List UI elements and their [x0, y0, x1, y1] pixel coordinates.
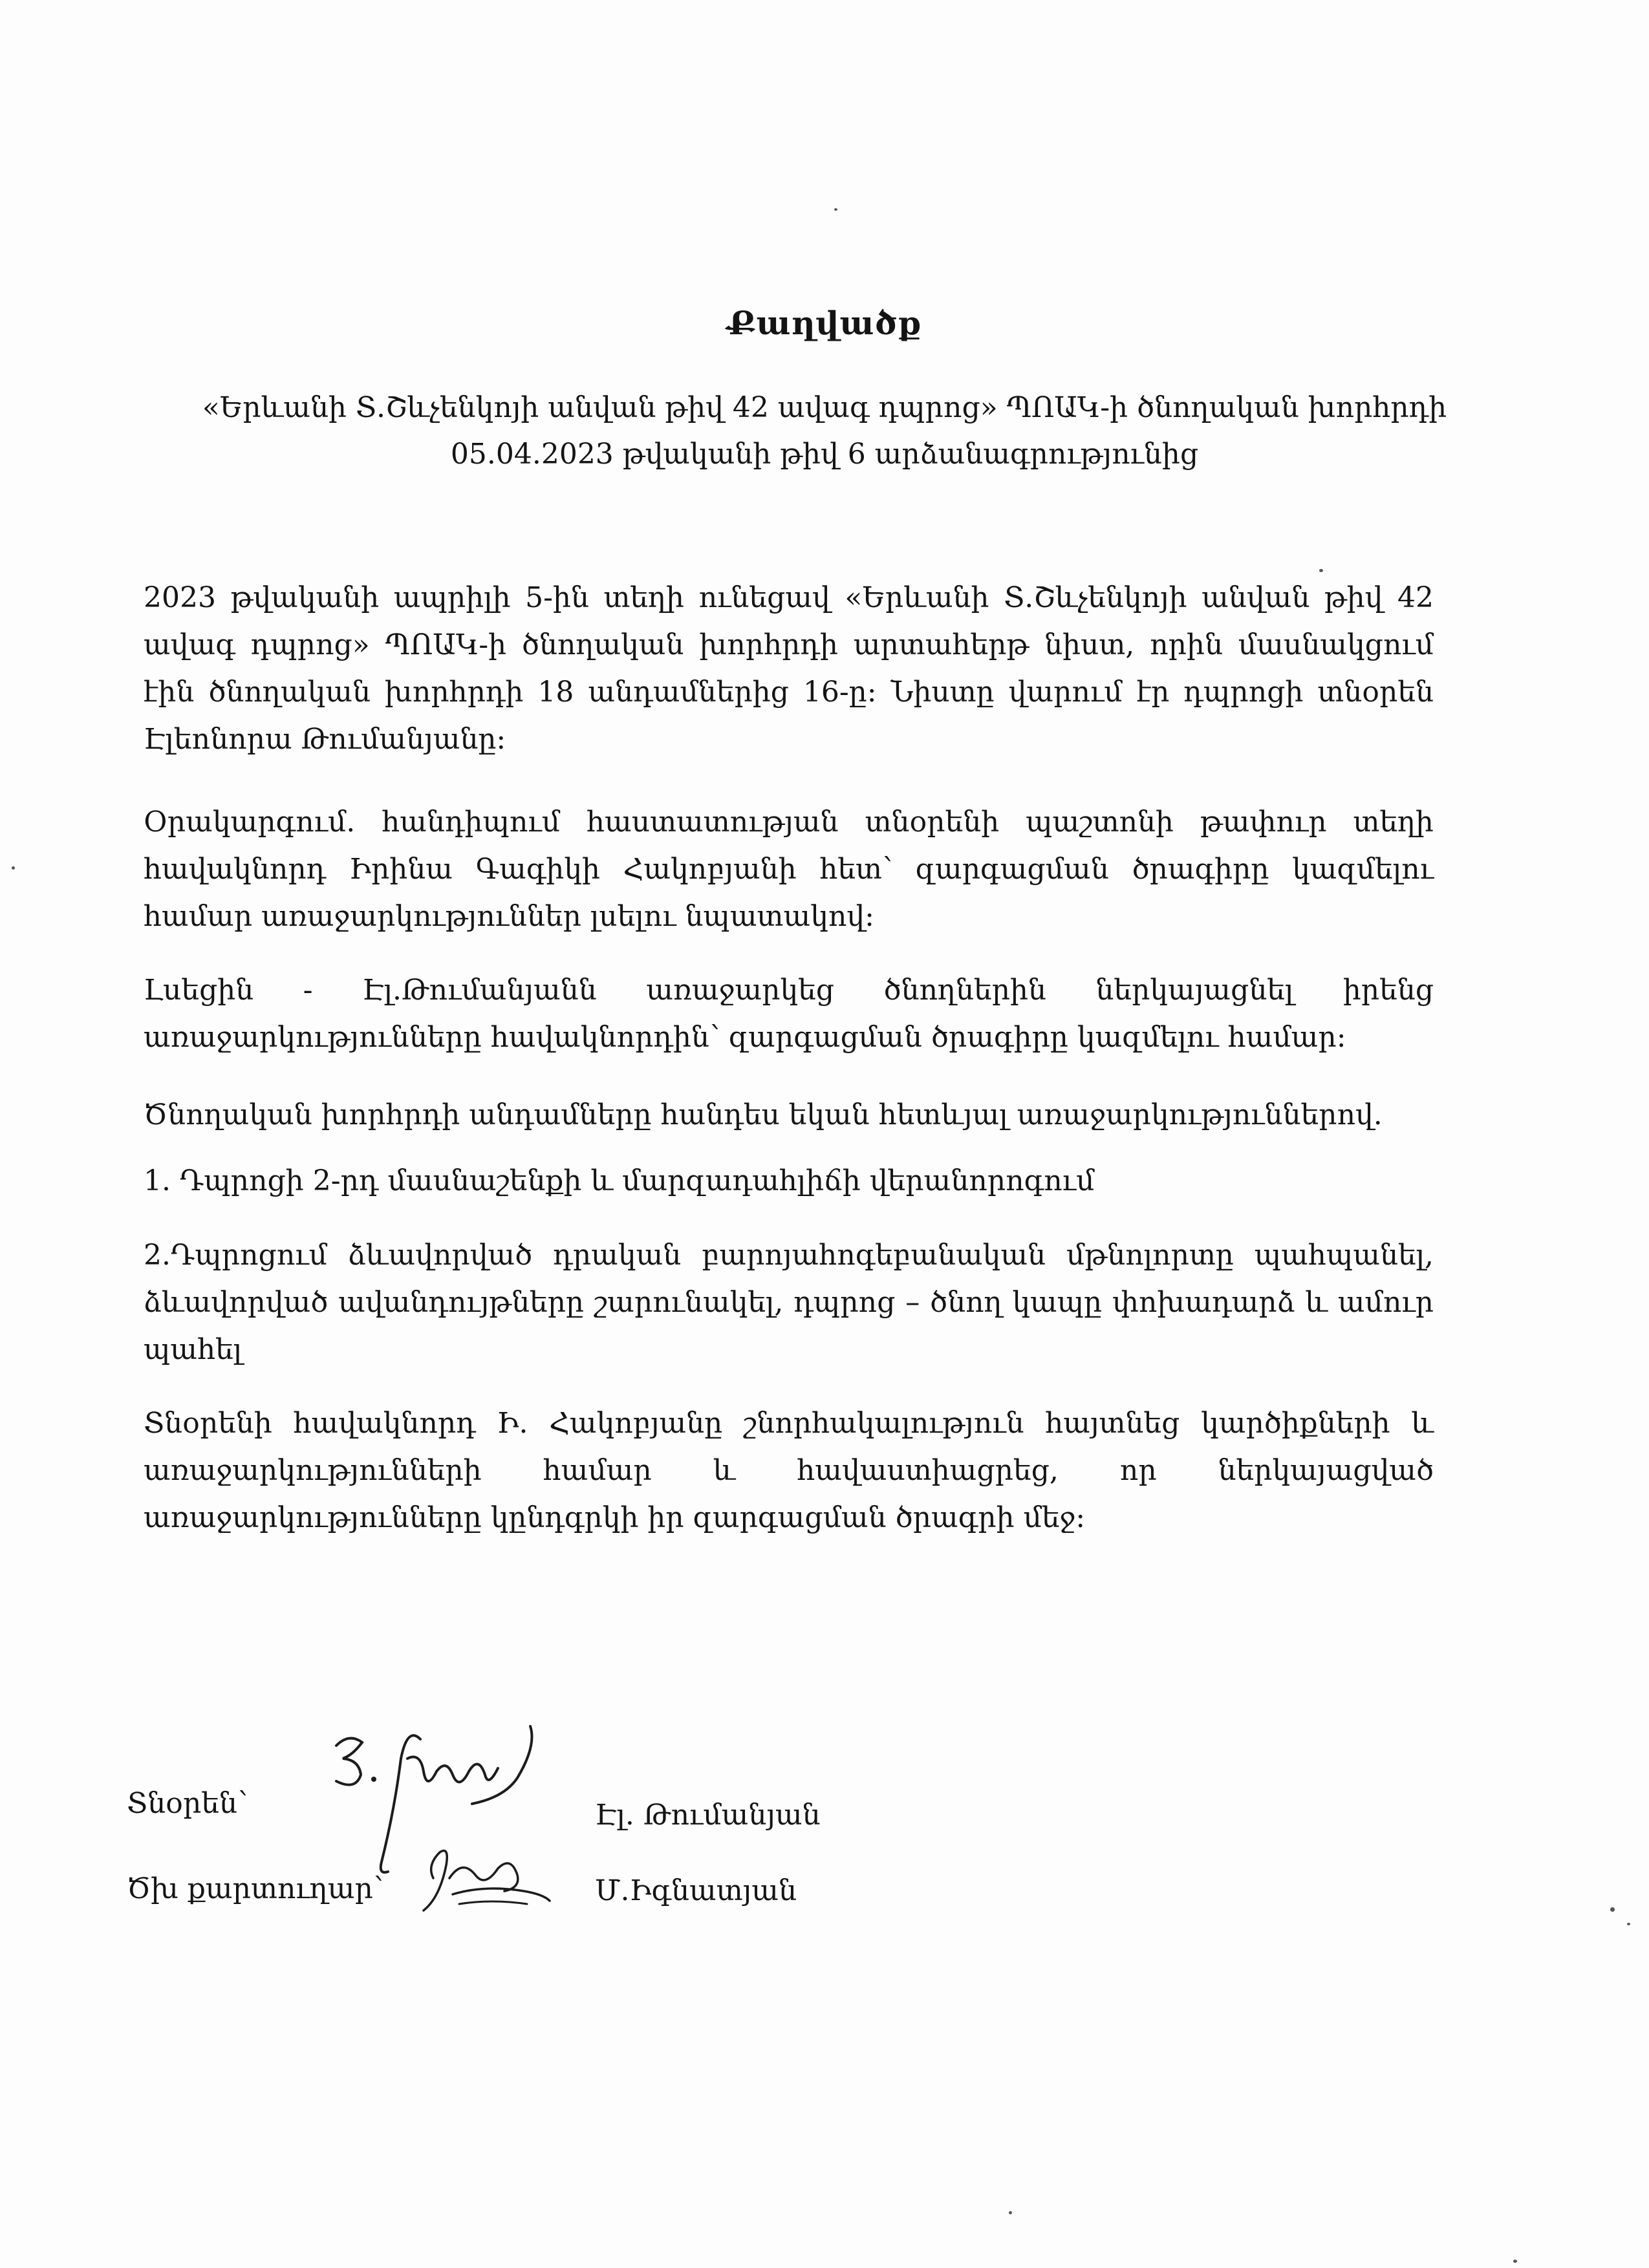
scan-speck	[1627, 1923, 1630, 1925]
scan-speck	[1610, 1907, 1615, 1912]
document-subtitle-line-2: 05.04.2023 թվականի թիվ 6 արձանագրությունից	[450, 438, 1199, 471]
scan-speck	[1319, 569, 1323, 572]
paragraph-candidate-response: Տնօրենի հավակնորդ Ի. Հակոբյանը շնորհակալություն հայտնեց կարծիքների և առաջարկությունների համար և հավաստիացրեց, որ ներկայացված առաջարկությունները կընդգրկի իր զարգացման ծրագրի մեջ:	[144, 1407, 1434, 1534]
secretary-label: Ծխ քարտուղար՝	[127, 1872, 383, 1905]
paragraph-members-proposals: Ծնողական խորհրդի անդամները հանդես եկան հետևյալ առաջարկություններով.	[144, 1098, 1383, 1131]
document-title: Քաղվածք	[727, 304, 922, 342]
proposal-item-1: 1. Դպրոցի 2-րդ մասնաշենքի և մարզադահլիճի վերանորոգում	[144, 1164, 1095, 1197]
director-name: Էլ. Թումանյան	[595, 1799, 821, 1832]
proposal-item-2: 2.Դպրոցում ձևավորված դրական բարոյահոգեբանական մթնոլորտը պահպանել, ձևավորված ավանդույթները շարունակել, դպրոց – ծնող կապը փոխադարձ և ամուր պահել	[144, 1239, 1434, 1366]
secretary-signature	[414, 1839, 556, 1917]
scan-speck	[12, 866, 15, 870]
director-label: Տնօրեն՝	[127, 1787, 248, 1820]
scan-speck	[1009, 2211, 1012, 2214]
scan-speck	[1513, 2260, 1517, 2263]
paragraph-heard: Լսեցին - Էլ.Թումանյանն առաջարկեց ծնողներին ներկայացնել իրենց առաջարկությունները հավակնորդին՝ զարգացման ծրագիրը կազմելու համար:	[144, 974, 1434, 1054]
secretary-name: Մ.Իգնատյան	[595, 1874, 797, 1907]
paragraph-meeting-summary: 2023 թվականի ապրիլի 5-ին տեղի ունեցավ «Երևանի Տ.Շևչենկոյի անվան թիվ 42 ավագ դպրոց» ՊՈԱԿ-ի ծնողական խորհրդի արտահերթ նիստ, որին մասնակցում էին ծնողական խորհրդի 18 անդամներից 16-ը: Նիստը վարում էր դպրոցի տնօրեն Էլեոնորա Թումանյանը:	[144, 581, 1434, 756]
document-subtitle-line-1: «Երևանի Տ.Շևչենկոյի անվան թիվ 42 ավագ դպրոց» ՊՈԱԿ-ի ծնողական խորհրդի	[202, 391, 1447, 424]
scan-speck	[834, 208, 837, 211]
paragraph-agenda: Օրակարգում. հանդիպում հաստատության տնօրենի պաշտոնի թափուր տեղի հավակնորդ Իրինա Գագիկի Հակոբյանի հետ՝ զարգացման ծրագիրը կազմելու համար առաջարկություններ լսելու նպատակով:	[144, 806, 1434, 933]
